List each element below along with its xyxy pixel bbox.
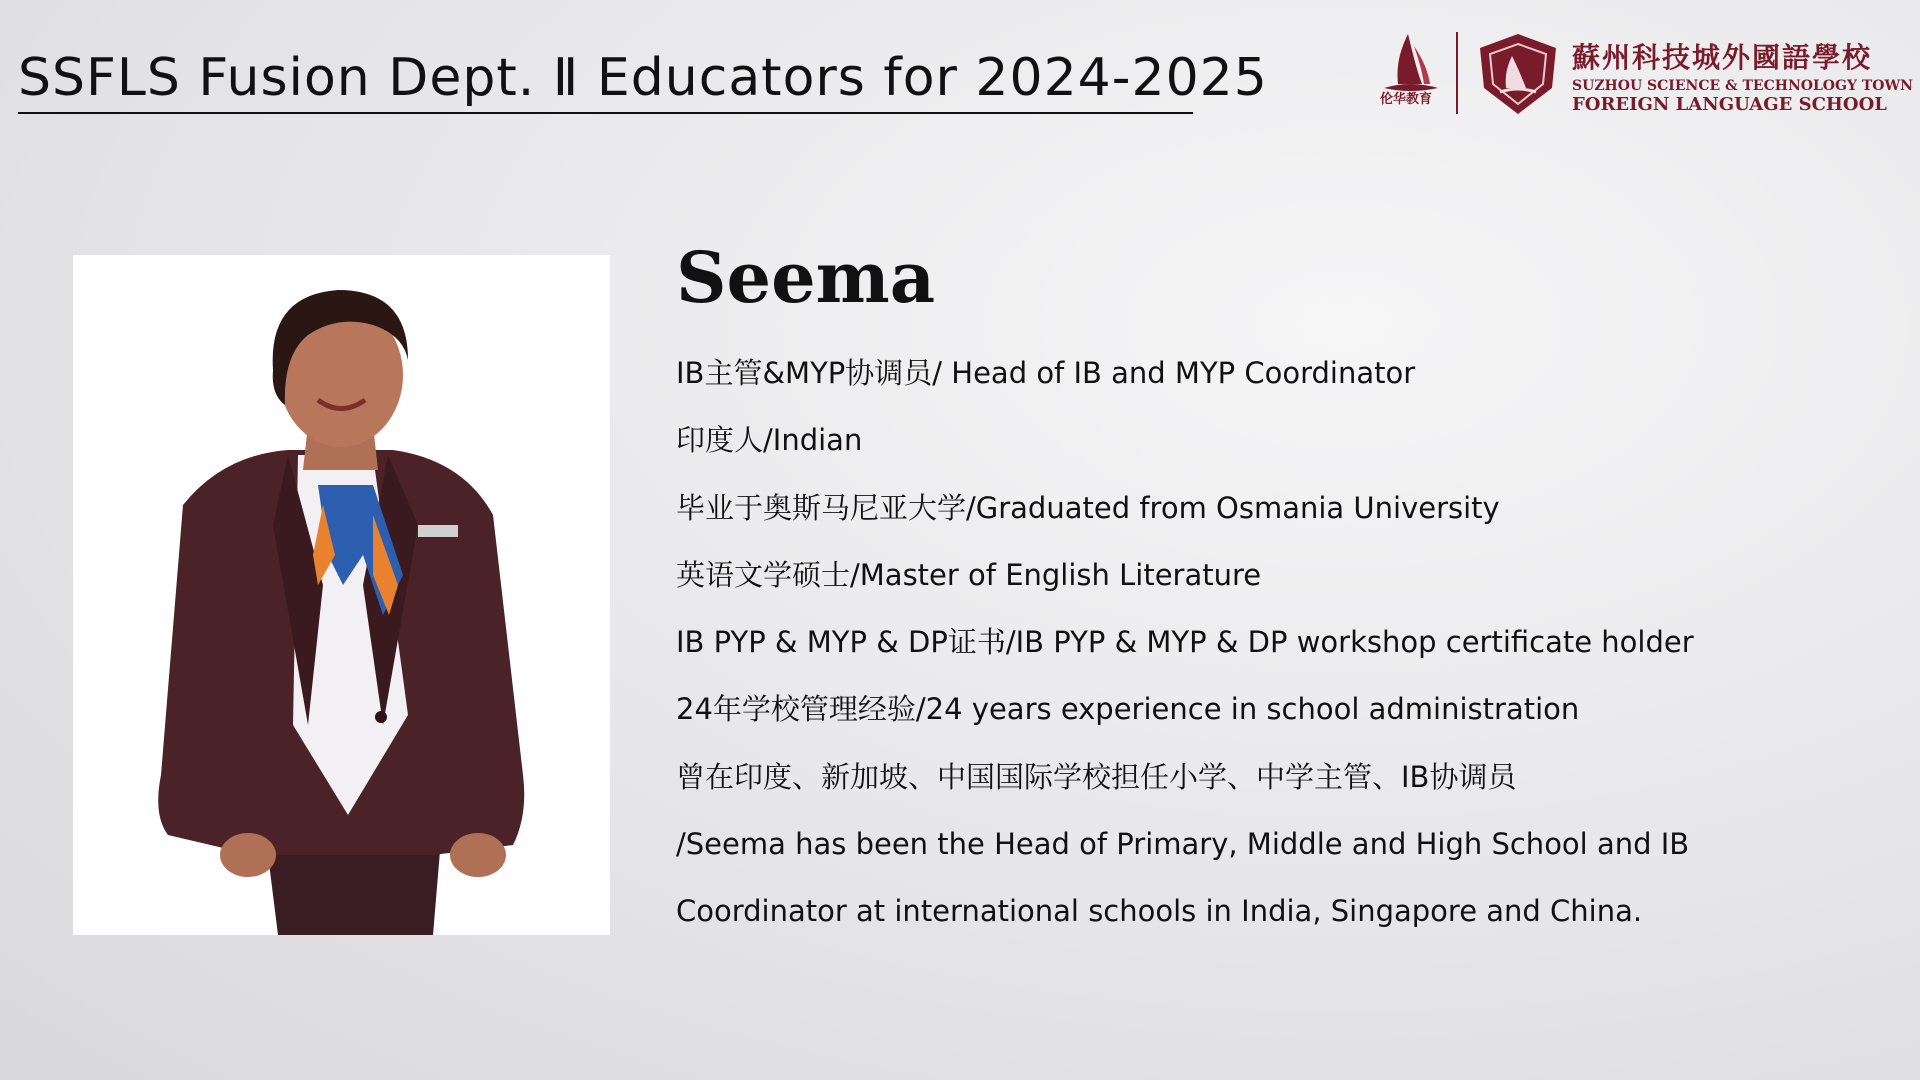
detail-line-history-en-2: Coordinator at international schools in India, Singapore and China. [676,894,1643,929]
profile-details-list [676,340,1876,946]
detail-line-history-cn: 曾在印度、新加坡、中国国际学校担任小学、中学主管、IB协调员 [676,759,1517,794]
logo-divider [1456,32,1458,114]
school-name-en-line2: FOREIGN LANGUAGE SCHOOL [1572,94,1887,115]
detail-line-experience: 24年学校管理经验/24 years experience in school administration [676,692,1580,727]
school-name-cn: 蘇州科技城外國語學校 [1572,41,1873,74]
school-logo [1370,24,1913,124]
person-portrait-icon [73,255,610,935]
detail-line-position: IB主管&MYP协调员/ Head of IB and MYP Coordinator [676,356,1416,390]
detail-line-history-en-1: /Seema has been the Head of Primary, Middle and High School and IB [676,827,1690,862]
detail-line-degree: 英语文学硕士/Master of English Literature [676,557,1262,592]
school-name-en-line1: SUZHOU SCIENCE & TECHNOLOGY TOWN [1572,78,1913,94]
brand-left-text: 伦华教育 [1380,92,1433,107]
title-underline [18,112,1193,114]
profile-photo [73,255,610,935]
profile-name: Seema [676,236,936,319]
detail-line-education: 毕业于奥斯马尼亚大学/Graduated from Osmania University [676,490,1500,525]
detail-line-nationality: 印度人/Indian [676,423,863,458]
school-crest-icon [1472,30,1564,116]
slide-title: SSFLS Fusion Dept. Ⅱ Educators for 2024-2025 [18,48,1268,108]
detail-line-certificate: IB PYP & MYP & DP证书/IB PYP & MYP & DP workshop certificate holder [676,625,1694,660]
